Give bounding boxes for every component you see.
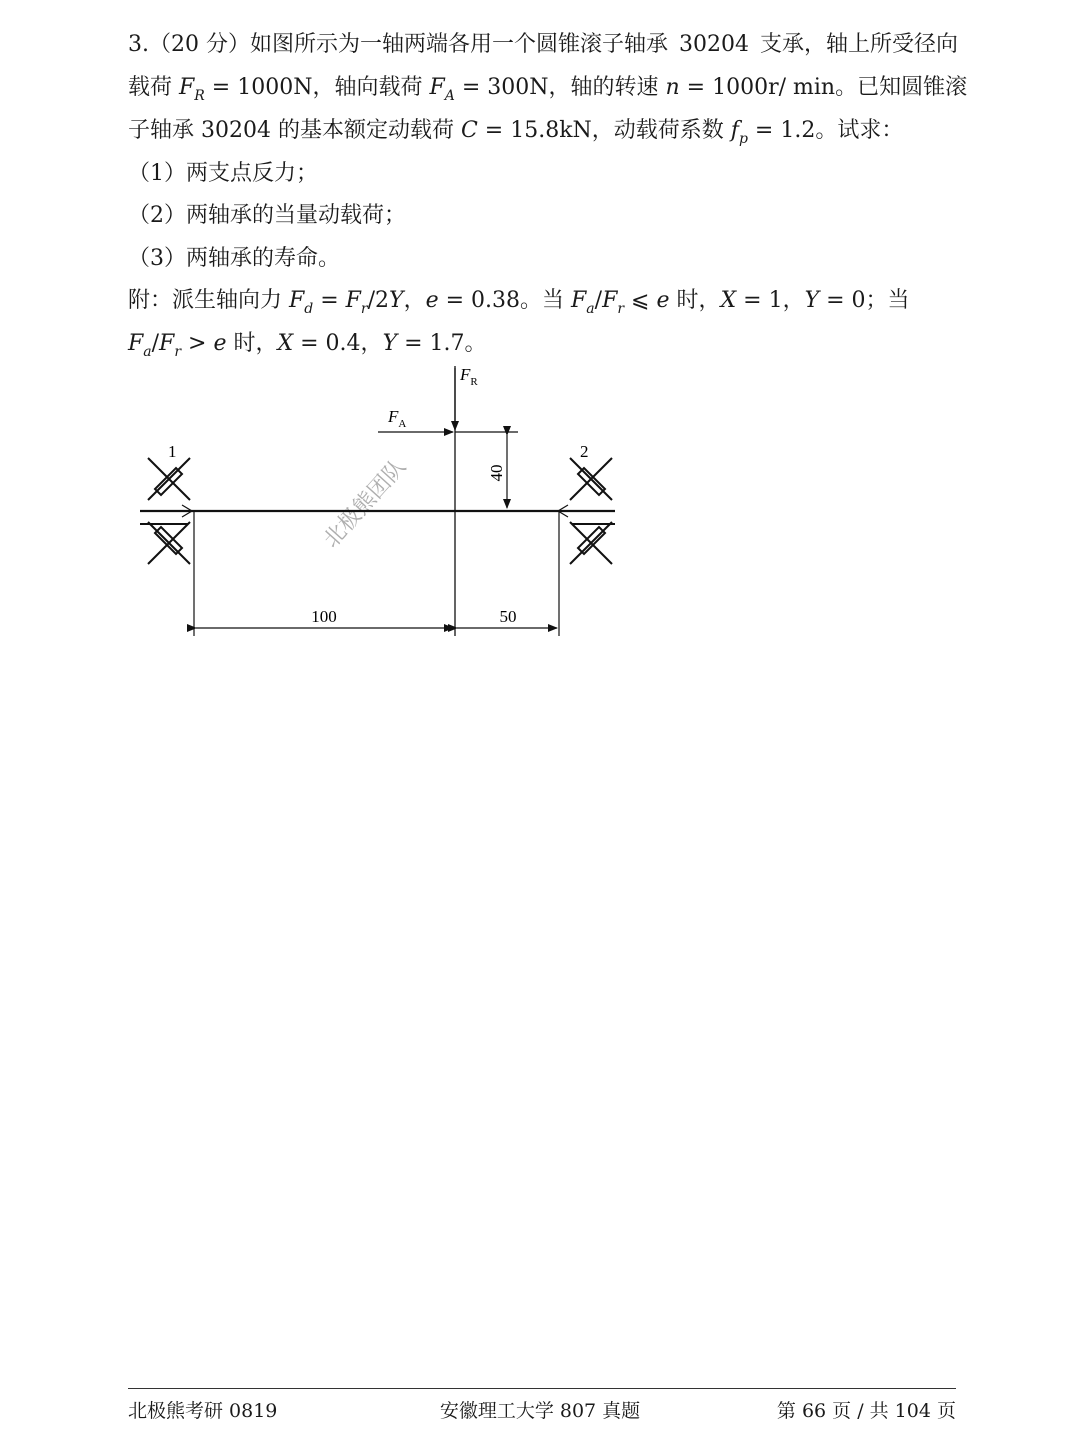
shaft-bearing-figure [120, 358, 640, 648]
text: 附：派生轴向力 [128, 288, 289, 313]
math-symbol: F [345, 288, 361, 313]
text: = 0；当 [819, 288, 910, 313]
problem-line-1-part-b: 30204 [678, 32, 749, 57]
text: = [313, 288, 346, 313]
math-subscript: R [194, 88, 205, 104]
math-symbol: X [720, 288, 737, 313]
question-3: （3）两轴承的寿命。 [128, 246, 340, 271]
text: = 0.4， [293, 331, 383, 356]
math-subscript: a [143, 344, 152, 360]
text: 时， [669, 288, 721, 313]
shaft-diagram [120, 358, 640, 648]
watermark-text: 北极熊团队 [319, 454, 412, 553]
math-symbol: X [277, 331, 294, 356]
text: ， [403, 288, 426, 313]
math-subscript: d [304, 301, 314, 317]
math-subscript: r [174, 344, 182, 360]
problem-line-1 [128, 30, 958, 60]
math-symbol: n [665, 75, 680, 100]
text: 载荷 [128, 75, 179, 100]
text: = 1000r/ min。已知圆锥滚 [679, 75, 968, 100]
text: = 15.8kN，动载荷系数 [477, 118, 731, 143]
math-subscript: r [617, 301, 625, 317]
note-line-1 [128, 286, 958, 324]
math-symbol: e [425, 288, 439, 313]
math-symbol: C [460, 118, 478, 143]
math-symbol: F [128, 331, 144, 356]
text: > [181, 331, 214, 356]
fa-label: $F_A$ [388, 407, 407, 430]
text: = 300N，轴的转速 [454, 75, 666, 100]
math-symbol: F [571, 288, 587, 313]
dim-left-label: 100 [311, 607, 337, 626]
text: = 1.2。试求： [747, 118, 904, 143]
math-symbol: Y [389, 288, 404, 313]
math-subscript: r [360, 301, 368, 317]
problem-line-3 [128, 116, 958, 154]
math-subscript: p [738, 131, 748, 147]
question-1: （1）两支点反力； [128, 161, 318, 186]
bearing-1-label: 1 [168, 442, 177, 461]
footer-center: 安徽理工大学 807 真题 [439, 1400, 641, 1422]
text: / [594, 288, 603, 313]
math-symbol: F [429, 75, 445, 100]
problem-line-2 [128, 73, 968, 111]
math-subscript: A [444, 88, 455, 104]
footer-right: 第 66 页 / 共 104 页 [776, 1400, 956, 1422]
math-symbol: e [656, 288, 670, 313]
problem-line-1-part-c: 支承，轴上所受径向 [759, 32, 958, 57]
text: ⩽ [624, 288, 657, 313]
math-symbol: e [213, 331, 227, 356]
text: = 1， [736, 288, 805, 313]
footer-rule [128, 1388, 956, 1389]
math-symbol: Y [804, 288, 820, 313]
math-subscript: a [586, 301, 595, 317]
bearing-2-label: 2 [580, 442, 589, 461]
dim-height-label: 40 [487, 464, 506, 482]
problem-line-1-part-a: 3.（20 分）如图所示为一轴两端各用一个圆锥滚子轴承 [128, 32, 668, 57]
math-symbol: F [289, 288, 305, 313]
text: = 1000N，轴向载荷 [204, 75, 430, 100]
math-symbol: F [602, 288, 618, 313]
fr-label: $F_R$ [460, 365, 478, 388]
text: 子轴承 30204 的基本额定动载荷 [128, 118, 461, 143]
math-symbol: F [179, 75, 195, 100]
question-2: （2）两轴承的当量动载荷； [128, 203, 406, 228]
text: = 1.7。 [397, 331, 487, 356]
math-symbol: Y [382, 331, 398, 356]
text: / [151, 331, 160, 356]
text: /2 [367, 288, 390, 313]
dim-right-label: 50 [499, 607, 517, 626]
math-symbol: F [159, 331, 175, 356]
footer-left: 北极熊考研 0819 [128, 1400, 278, 1422]
text: 时， [226, 331, 278, 356]
text: = 0.38。当 [438, 288, 572, 313]
math-symbol: f [730, 118, 739, 143]
